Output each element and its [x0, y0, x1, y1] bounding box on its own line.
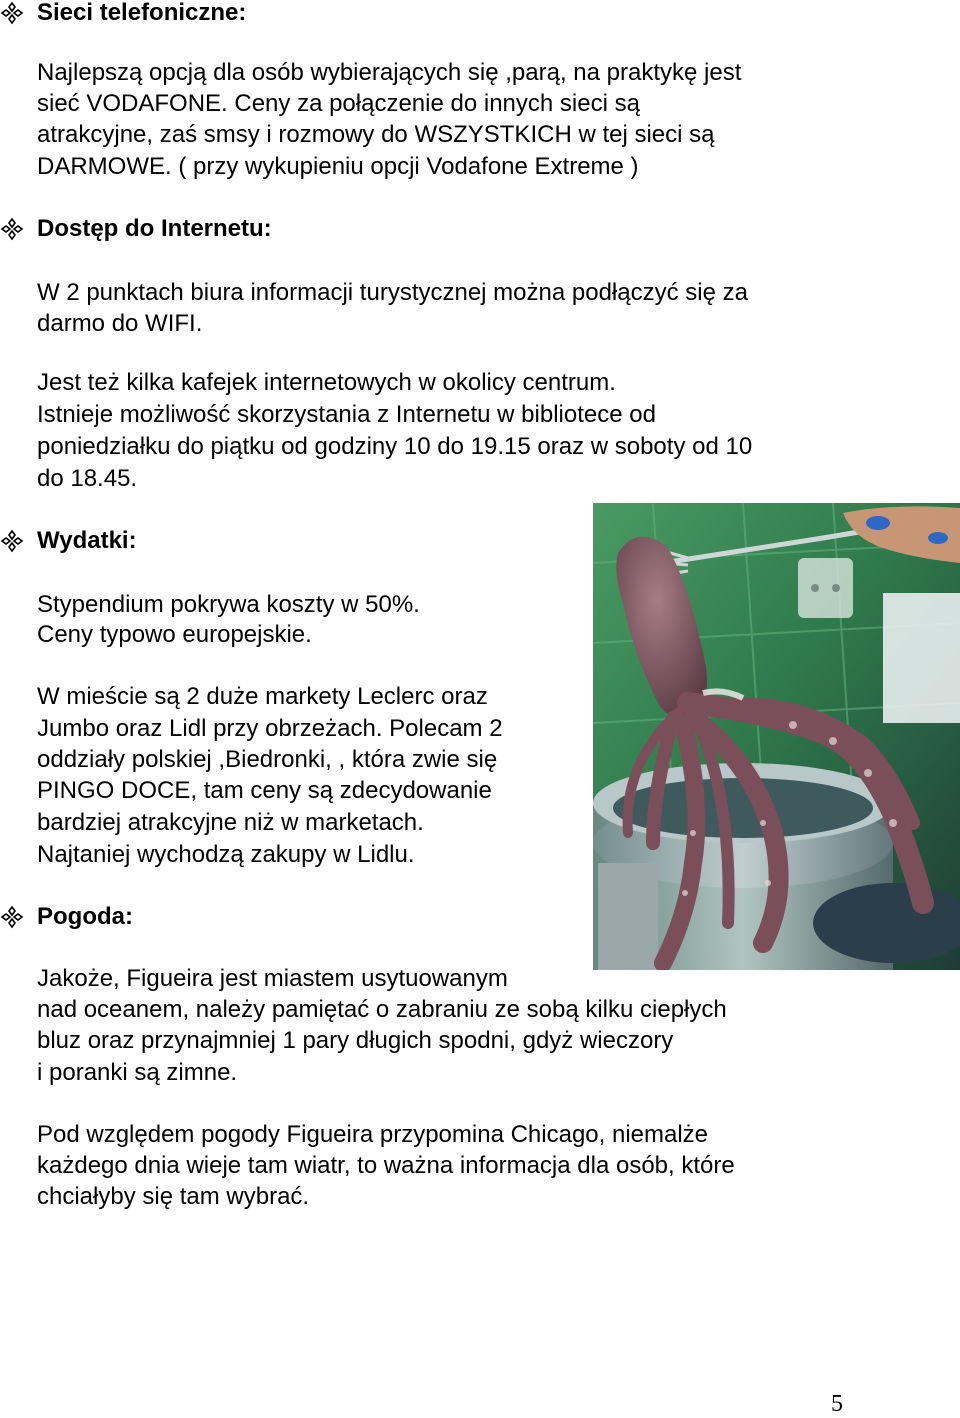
paragraph-line: DARMOWE. ( przy wykupieniu opcji Vodafone Extreme ) [37, 153, 639, 180]
paragraph-line: Najtaniej wychodzą zakupy w Lidlu. [37, 841, 415, 868]
paragraph-line: darmo do WIFI. [37, 310, 203, 337]
paragraph-line: do 18.45. [37, 465, 138, 492]
paragraph-line: atrakcyjne, zaś smsy i rozmowy do WSZYSTKICH w tej sieci są [37, 121, 715, 148]
paragraph-line: W mieście są 2 duże markety Leclerc oraz [37, 683, 488, 710]
octopus-photo-illustration [593, 503, 960, 970]
page-number: 5 [831, 1391, 843, 1417]
four-diamond-bullet-icon [0, 217, 24, 241]
paragraph-line: PINGO DOCE, tam ceny są zdecydowanie [37, 777, 492, 804]
paragraph-line: bardziej atrakcyjne niż w marketach. [37, 809, 424, 836]
paragraph-line: poniedziałku do piątku od godziny 10 do 19.15 oraz w soboty od 10 [37, 433, 753, 460]
paragraph-line: Pod względem pogody Figueira przypomina Chicago, niemalże [37, 1121, 709, 1148]
section-heading-text: Dostęp do Internetu: [37, 215, 272, 242]
paragraph-line: nad oceanem, należy pamiętać o zabraniu ze sobą kilku ciepłych [37, 996, 727, 1023]
paragraph-line: Jest też kilka kafejek internetowych w okolicy centrum. [37, 369, 616, 396]
paragraph-line: każdego dnia wieje tam wiatr, to ważna informacja dla osób, które [37, 1152, 735, 1179]
paragraph-line: i poranki są zimne. [37, 1059, 238, 1086]
paragraph-line: chciałyby się tam wybrać. [37, 1183, 310, 1210]
paragraph-line: Jumbo oraz Lidl przy obrzeżach. Polecam 2 [37, 715, 503, 742]
paragraph-line: sieć VODAFONE. Ceny za połączenie do innych sieci są [37, 90, 640, 117]
paragraph-line: W 2 punktach biura informacji turystycznej można podłączyć się za [37, 279, 748, 306]
paragraph-line: Ceny typowo europejskie. [37, 621, 312, 648]
four-diamond-bullet-icon [0, 1, 24, 25]
section-heading-text: Sieci telefoniczne: [37, 0, 247, 26]
octopus-photo [593, 503, 960, 970]
section-heading-text: Wydatki: [37, 527, 137, 554]
four-diamond-bullet-icon [0, 905, 24, 929]
section-heading-text: Pogoda: [37, 903, 133, 930]
paragraph-line: Jakoże, Figueira jest miastem usytuowanym [37, 965, 508, 992]
paragraph-line: oddziały polskiej ,Biedronki, , która zwie się [37, 746, 498, 773]
four-diamond-bullet-icon [0, 529, 24, 553]
paragraph-line: Stypendium pokrywa koszty w 50%. [37, 591, 420, 618]
paragraph-line: bluz oraz przynajmniej 1 pary długich spodni, gdyż wieczory [37, 1027, 674, 1054]
paragraph-line: Najlepszą opcją dla osób wybierających się ,parą, na praktykę jest [37, 59, 742, 86]
paragraph-line: Istnieje możliwość skorzystania z Internetu w bibliotece od [37, 401, 656, 428]
